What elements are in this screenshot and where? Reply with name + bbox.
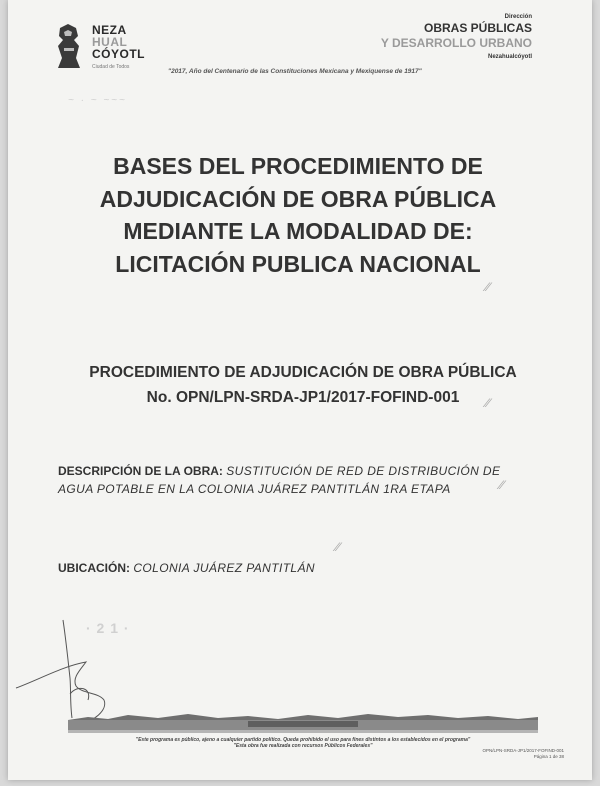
title-line-4: LICITACIÓN PUBLICA NACIONAL: [115, 250, 481, 277]
description-text-line-2: AGUA POTABLE EN LA COLONIA JUÁREZ PANTITLÁN 1RA ETAPA: [58, 482, 451, 496]
municipal-logo: [52, 22, 172, 77]
footer-procedure-code: OPN/LPN-SRDA-JP1/2017-FOFIND-001: [482, 748, 564, 753]
description-text-line-1: SUSTITUCIÓN DE RED DE DISTRIBUCIÓN DE: [226, 464, 501, 478]
logo-wordmark: [92, 24, 145, 60]
faded-stamp-mark: · 2 1 ·: [86, 620, 130, 636]
footer-notice: [108, 737, 498, 749]
location-text: COLONIA JUÁREZ PANTITLÁN: [133, 561, 315, 575]
department-line-2: Y DESARROLLO URBANO: [380, 36, 532, 50]
page-number: Página 1 de 38: [533, 754, 564, 759]
location-line: [58, 561, 315, 575]
title-line-2: ADJUDICACIÓN DE OBRA PÚBLICA: [99, 185, 497, 212]
footer-skyline-band: [68, 712, 538, 736]
footer-code-block: [482, 748, 564, 760]
department-line-1: OBRAS PÚBLICAS: [423, 21, 532, 35]
logo-emblem-icon: [52, 24, 86, 70]
check-mark-icon: ⁄⁄: [500, 478, 505, 492]
logo-tagline: Ciudad de Todos: [92, 64, 130, 70]
logo-line-3: CÓYOTL: [92, 47, 145, 61]
work-description: [58, 462, 558, 498]
logo-line-2: HUAL: [92, 35, 128, 49]
municipality-name: Nezahualcóyotl: [487, 54, 532, 60]
title-line-1: BASES DEL PROCEDIMIENTO DE: [113, 153, 483, 179]
procedure-number: No. OPN/LPN-SRDA-JP1/2017-FOFIND-001: [146, 389, 460, 406]
description-label: DESCRIPCIÓN DE LA OBRA:: [58, 464, 223, 478]
signature-icon: [8, 600, 158, 730]
document-page: [8, 0, 592, 780]
title-line-3: MEDIANTE LA MODALIDAD DE:: [123, 218, 473, 244]
document-title: [48, 150, 548, 280]
direccion-label: Dirección: [504, 14, 532, 20]
footer-notice-line-1: "Este programa es público, ajeno a cualquier partido político. Queda prohibido el uso para fines distintos a los establecidos en el programa": [135, 737, 471, 743]
department-block: [381, 14, 532, 60]
footer-notice-line-2: "Esta obra fue realizada con recursos Públicos Federales": [233, 743, 373, 749]
location-label: UBICACIÓN:: [58, 561, 130, 575]
faded-handwriting-mark: ~ · ~ ~~~: [68, 95, 127, 106]
check-mark-icon: ⁄⁄: [336, 540, 341, 554]
check-mark-icon: ⁄⁄: [486, 280, 491, 294]
logo-line-1: NEZA: [92, 23, 127, 37]
procedure-line-1: PROCEDIMIENTO DE ADJUDICACIÓN DE OBRA PÚBLICA: [89, 364, 517, 381]
check-mark-icon: ⁄⁄: [486, 396, 491, 410]
year-motto: "2017, Año del Centenario de las Constituciones Mexicana y Mexiquense de 1917": [168, 68, 422, 75]
